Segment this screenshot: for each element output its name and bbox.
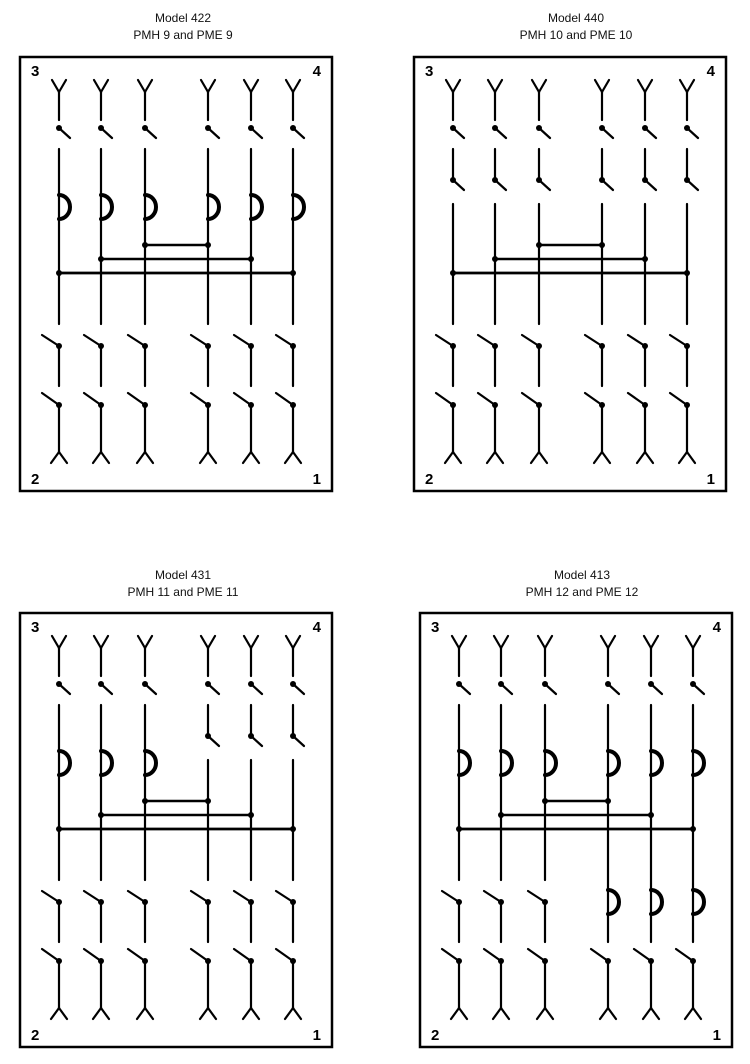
terminal-icon — [200, 452, 208, 463]
terminal-icon — [545, 1008, 553, 1019]
fuse-icon — [59, 195, 70, 219]
switch-blade — [84, 891, 101, 902]
fuse-icon — [545, 751, 556, 775]
ground-switch-blade — [234, 393, 251, 405]
terminal-icon — [59, 452, 67, 463]
terminal-icon — [539, 452, 547, 463]
terminal-icon — [145, 636, 152, 648]
terminal-icon — [638, 80, 645, 92]
terminal-icon — [286, 636, 293, 648]
corner-label-4: 4 — [712, 619, 721, 636]
terminal-icon — [244, 636, 251, 648]
terminal-icon — [685, 1008, 693, 1019]
terminal-icon — [594, 452, 602, 463]
corner-label-1: 1 — [312, 471, 321, 488]
switchgear-diagram — [419, 612, 733, 1048]
panel-caption — [53, 567, 313, 601]
switch-blade — [128, 891, 145, 902]
terminal-icon — [693, 636, 700, 648]
switch-blade — [645, 180, 656, 190]
ground-switch-blade — [539, 128, 550, 138]
corner-label-1: 1 — [706, 471, 715, 488]
ground-switch-blade — [478, 393, 495, 405]
ground-switch-blade — [676, 949, 693, 961]
terminal-icon — [445, 452, 453, 463]
terminal-icon — [145, 80, 152, 92]
switchgear-diagram — [19, 56, 333, 492]
terminal-icon — [101, 636, 108, 648]
terminal-icon — [52, 636, 59, 648]
terminal-icon — [93, 1008, 101, 1019]
ground-switch-blade — [608, 684, 619, 694]
terminal-icon — [452, 636, 459, 648]
switch-blade — [602, 180, 613, 190]
terminal-icon — [52, 80, 59, 92]
terminal-icon — [208, 1008, 216, 1019]
ground-switch-blade — [687, 128, 698, 138]
ground-switch-blade — [128, 949, 145, 961]
terminal-icon — [293, 452, 301, 463]
bus-junction — [142, 798, 148, 804]
fuse-icon — [693, 890, 704, 914]
terminal-icon — [501, 636, 508, 648]
switch-blade — [234, 891, 251, 902]
terminal-icon — [608, 1008, 616, 1019]
terminal-icon — [488, 80, 495, 92]
panel-subtitle: PMH 12 and PME 12 — [525, 585, 639, 599]
ground-switch-blade — [293, 128, 304, 138]
ground-switch-blade — [442, 949, 459, 961]
terminal-icon — [101, 452, 109, 463]
bus-junction — [56, 270, 62, 276]
terminal-icon — [251, 80, 258, 92]
switch-blade — [442, 891, 459, 902]
terminal-icon — [693, 1008, 701, 1019]
terminal-icon — [243, 452, 251, 463]
panel-caption — [446, 10, 706, 44]
corner-label-4: 4 — [312, 63, 321, 80]
ground-switch-blade — [495, 128, 506, 138]
terminal-icon — [595, 80, 602, 92]
ground-switch-blade — [501, 684, 512, 694]
terminal-icon — [208, 452, 216, 463]
bus-junction — [290, 826, 296, 832]
switch-blade — [528, 891, 545, 902]
terminal-icon — [601, 636, 608, 648]
bus-junction — [205, 242, 211, 248]
bus-junction — [642, 256, 648, 262]
terminal-icon — [285, 452, 293, 463]
terminal-icon — [645, 452, 653, 463]
bus-junction — [690, 826, 696, 832]
terminal-icon — [637, 452, 645, 463]
switch-blade — [234, 335, 251, 346]
ground-switch-blade — [234, 949, 251, 961]
bus-junction — [290, 270, 296, 276]
switch-blade — [585, 335, 602, 346]
terminal-icon — [643, 1008, 651, 1019]
terminal-icon — [459, 1008, 467, 1019]
corner-label-3: 3 — [425, 63, 434, 80]
switch-blade — [276, 891, 293, 902]
switch-blade — [42, 335, 59, 346]
corner-label-1: 1 — [312, 1027, 321, 1044]
switch-blade — [436, 335, 453, 346]
terminal-icon — [285, 1008, 293, 1019]
bus-junction — [248, 256, 254, 262]
switch-blade — [84, 335, 101, 346]
ground-switch-blade — [628, 393, 645, 405]
terminal-icon — [494, 636, 501, 648]
terminal-icon — [446, 80, 453, 92]
fuse-icon — [693, 751, 704, 775]
panel-subtitle: PMH 9 and PME 9 — [133, 28, 233, 42]
bus-junction — [498, 812, 504, 818]
ground-switch-blade — [59, 128, 70, 138]
switch-blade — [670, 335, 687, 346]
ground-switch-blade — [101, 128, 112, 138]
fuse-icon — [251, 195, 262, 219]
ground-switch-blade — [522, 393, 539, 405]
terminal-icon — [680, 80, 687, 92]
fuse-icon — [293, 195, 304, 219]
corner-label-3: 3 — [31, 619, 40, 636]
fuse-icon — [651, 890, 662, 914]
terminal-icon — [645, 80, 652, 92]
panel-title: Model 413 — [553, 568, 611, 582]
terminal-icon — [137, 1008, 145, 1019]
bus-junction — [648, 812, 654, 818]
switch-blade — [276, 335, 293, 346]
terminal-icon — [487, 452, 495, 463]
terminal-icon — [208, 636, 215, 648]
corner-label-2: 2 — [431, 1027, 440, 1044]
terminal-icon — [602, 452, 610, 463]
switch-blade — [478, 335, 495, 346]
fuse-icon — [208, 195, 219, 219]
fuse-icon — [501, 751, 512, 775]
fuse-icon — [608, 751, 619, 775]
bus-junction — [142, 242, 148, 248]
switch-blade — [191, 335, 208, 346]
terminal-icon — [686, 636, 693, 648]
fuse-icon — [101, 751, 112, 775]
ground-switch-blade — [42, 949, 59, 961]
ground-switch-blade — [602, 128, 613, 138]
bus-junction — [492, 256, 498, 262]
terminal-icon — [651, 636, 658, 648]
bus-junction — [536, 242, 542, 248]
panel-title: Model 422 — [154, 11, 212, 25]
terminal-icon — [531, 452, 539, 463]
ground-switch-blade — [84, 393, 101, 405]
ground-switch-blade — [693, 684, 704, 694]
terminal-icon — [200, 1008, 208, 1019]
panel-title: Model 431 — [154, 568, 212, 582]
panel-title: Model 440 — [547, 11, 605, 25]
bus-junction — [456, 826, 462, 832]
terminal-icon — [532, 80, 539, 92]
fuse-icon — [459, 751, 470, 775]
terminal-icon — [93, 452, 101, 463]
corner-label-2: 2 — [425, 471, 434, 488]
bus-junction — [599, 242, 605, 248]
terminal-icon — [244, 80, 251, 92]
terminal-icon — [687, 452, 695, 463]
corner-label-2: 2 — [31, 471, 40, 488]
terminal-icon — [59, 80, 66, 92]
ground-switch-blade — [145, 684, 156, 694]
ground-switch-blade — [585, 393, 602, 405]
terminal-icon — [243, 1008, 251, 1019]
terminal-icon — [451, 1008, 459, 1019]
ground-switch-blade — [208, 128, 219, 138]
ground-switch-blade — [208, 684, 219, 694]
terminal-icon — [495, 452, 503, 463]
terminal-icon — [608, 636, 615, 648]
ground-switch-blade — [670, 393, 687, 405]
switch-blade — [208, 736, 219, 746]
terminal-icon — [539, 80, 546, 92]
bus-junction — [56, 826, 62, 832]
terminal-icon — [459, 636, 466, 648]
switch-blade — [293, 736, 304, 746]
corner-label-3: 3 — [431, 619, 440, 636]
panel-subtitle: PMH 11 and PME 11 — [127, 585, 239, 599]
fuse-icon — [608, 890, 619, 914]
ground-switch-blade — [484, 949, 501, 961]
ground-switch-blade — [651, 684, 662, 694]
terminal-icon — [538, 636, 545, 648]
fuse-icon — [101, 195, 112, 219]
switchgear-diagram — [19, 612, 333, 1048]
corner-label-3: 3 — [31, 63, 40, 80]
terminal-icon — [493, 1008, 501, 1019]
terminal-icon — [51, 1008, 59, 1019]
ground-switch-blade — [251, 684, 262, 694]
ground-switch-blade — [645, 128, 656, 138]
switch-blade — [628, 335, 645, 346]
ground-switch-blade — [276, 393, 293, 405]
switch-blade — [128, 335, 145, 346]
terminal-icon — [201, 80, 208, 92]
terminal-icon — [293, 1008, 301, 1019]
terminal-icon — [286, 80, 293, 92]
ground-switch-blade — [591, 949, 608, 961]
switch-blade — [539, 180, 550, 190]
terminal-icon — [537, 1008, 545, 1019]
terminal-icon — [679, 452, 687, 463]
terminal-icon — [453, 80, 460, 92]
switch-blade — [687, 180, 698, 190]
terminal-icon — [145, 452, 153, 463]
terminal-icon — [644, 636, 651, 648]
ground-switch-blade — [453, 128, 464, 138]
terminal-icon — [495, 80, 502, 92]
fuse-icon — [59, 751, 70, 775]
terminal-icon — [201, 636, 208, 648]
panel-caption — [53, 10, 313, 44]
terminal-icon — [94, 636, 101, 648]
ground-switch-blade — [101, 684, 112, 694]
terminal-icon — [545, 636, 552, 648]
ground-switch-blade — [545, 684, 556, 694]
ground-switch-blade — [145, 128, 156, 138]
terminal-icon — [453, 452, 461, 463]
ground-switch-blade — [251, 128, 262, 138]
fuse-icon — [145, 751, 156, 775]
terminal-icon — [59, 1008, 67, 1019]
terminal-icon — [59, 636, 66, 648]
terminal-icon — [600, 1008, 608, 1019]
bus-junction — [684, 270, 690, 276]
terminal-icon — [687, 80, 694, 92]
terminal-icon — [208, 80, 215, 92]
panel-subtitle: PMH 10 and PME 10 — [519, 28, 633, 42]
terminal-icon — [101, 80, 108, 92]
terminal-icon — [51, 452, 59, 463]
terminal-icon — [138, 80, 145, 92]
ground-switch-blade — [128, 393, 145, 405]
terminal-icon — [94, 80, 101, 92]
switch-blade — [42, 891, 59, 902]
fuse-icon — [145, 195, 156, 219]
bus-junction — [205, 798, 211, 804]
bus-junction — [98, 256, 104, 262]
terminal-icon — [137, 452, 145, 463]
ground-switch-blade — [59, 684, 70, 694]
terminal-icon — [251, 452, 259, 463]
switch-blade — [453, 180, 464, 190]
ground-switch-blade — [634, 949, 651, 961]
ground-switch-blade — [84, 949, 101, 961]
terminal-icon — [101, 1008, 109, 1019]
ground-switch-blade — [42, 393, 59, 405]
terminal-icon — [651, 1008, 659, 1019]
bus-junction — [450, 270, 456, 276]
switch-blade — [522, 335, 539, 346]
switchgear-diagram — [413, 56, 727, 492]
fuse-icon — [651, 751, 662, 775]
ground-switch-blade — [459, 684, 470, 694]
switch-blade — [191, 891, 208, 902]
terminal-icon — [145, 1008, 153, 1019]
switch-blade — [484, 891, 501, 902]
bus-junction — [542, 798, 548, 804]
bus-junction — [248, 812, 254, 818]
corner-label-4: 4 — [312, 619, 321, 636]
bus-junction — [605, 798, 611, 804]
ground-switch-blade — [436, 393, 453, 405]
ground-switch-blade — [191, 949, 208, 961]
corner-label-1: 1 — [712, 1027, 721, 1044]
terminal-icon — [501, 1008, 509, 1019]
corner-label-2: 2 — [31, 1027, 40, 1044]
terminal-icon — [293, 80, 300, 92]
terminal-icon — [251, 636, 258, 648]
ground-switch-blade — [528, 949, 545, 961]
switch-blade — [495, 180, 506, 190]
switch-blade — [251, 736, 262, 746]
terminal-icon — [602, 80, 609, 92]
ground-switch-blade — [293, 684, 304, 694]
bus-junction — [98, 812, 104, 818]
corner-label-4: 4 — [706, 63, 715, 80]
panel-caption — [452, 567, 712, 601]
ground-switch-blade — [276, 949, 293, 961]
ground-switch-blade — [191, 393, 208, 405]
terminal-icon — [293, 636, 300, 648]
terminal-icon — [138, 636, 145, 648]
terminal-icon — [251, 1008, 259, 1019]
